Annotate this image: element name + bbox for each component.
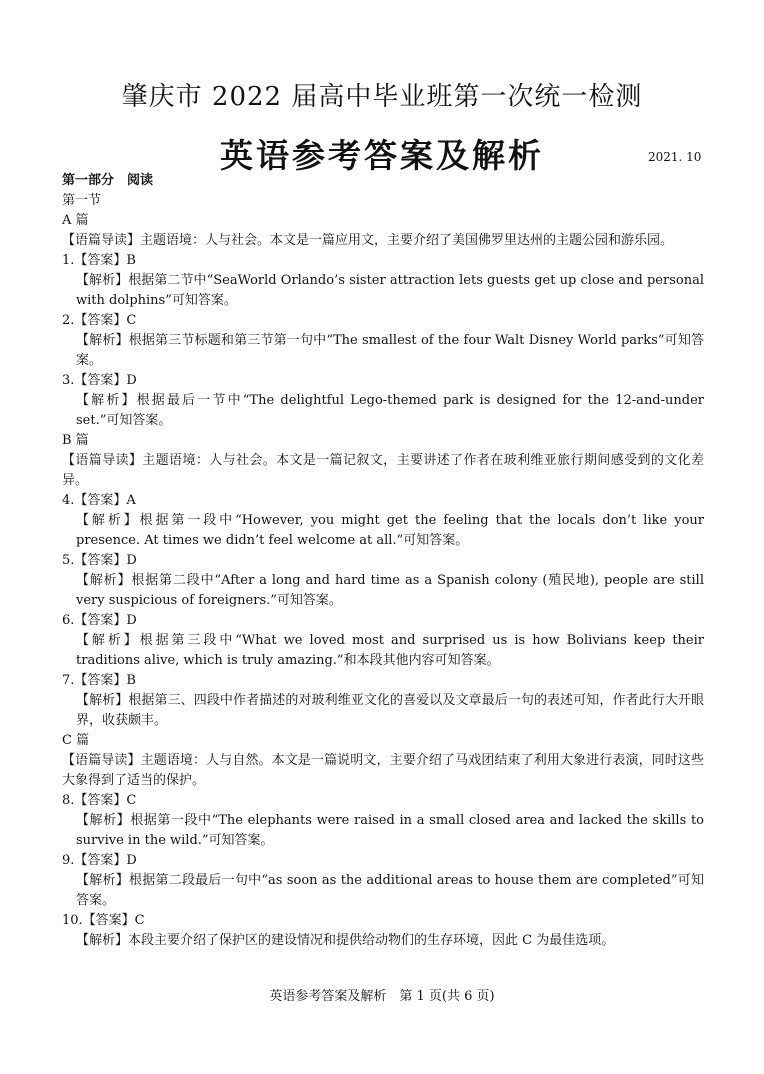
passage-b-label: B 篇	[62, 433, 89, 448]
passage-b-intro: 【语篇导读】主题语境：人与社会。本文是一篇记叙文，主要讲述了作者在玻利维亚旅行期间感受到的文化差异。	[62, 453, 704, 488]
answer-7: 7.【答案】B	[62, 673, 136, 688]
answer-6: 6.【答案】D	[62, 613, 137, 628]
answer-8: 8.【答案】C	[62, 793, 137, 808]
answer-content	[62, 171, 704, 951]
section-heading: 第一节	[62, 193, 102, 208]
passage-c-label: C 篇	[62, 733, 90, 748]
explanation-10: 【解析】本段主要介绍了保护区的建设情况和提供给动物们的生存环境，因此 C 为最佳选项。	[76, 933, 615, 948]
explanation-5: 【解析】根据第二段中“After a long and hard time as a Spanish colony (殖民地), people are still very suspicious of foreigners.”可知答案。	[76, 573, 704, 608]
document-date: 2021. 10	[648, 150, 702, 164]
explanation-1: 【解析】根据第二节中“SeaWorld Orlando’s sister attraction lets guests get up close and personal with dolphins”可知答案。	[76, 273, 704, 308]
explanation-6: 【解析】根据第三段中“What we loved most and surprised us is how Bolivians keep their traditions alive, which is truly amazing.”和本段其他内容可知答案。	[76, 633, 704, 668]
explanation-8: 【解析】根据第一段中“The elephants were raised in a small closed area and lacked the skills to survive in the wild.”可知答案。	[76, 813, 704, 848]
answer-9: 9.【答案】D	[62, 853, 137, 868]
document-title: 肇庆市 2022 届高中毕业班第一次统一检测	[121, 82, 643, 112]
explanation-7: 【解析】根据第三、四段中作者描述的对玻利维亚文化的喜爱以及文章最后一句的表述可知，作者此行大开眼界，收获颇丰。	[76, 693, 704, 728]
answer-5: 5.【答案】D	[62, 553, 137, 568]
document-subtitle: 英语参考答案及解析	[220, 136, 544, 175]
answer-1: 1.【答案】B	[62, 253, 136, 268]
passage-a-label: A 篇	[62, 213, 89, 228]
passage-a-intro: 【语篇导读】主题语境：人与社会。本文是一篇应用文，主要介绍了美国佛罗里达州的主题公园和游乐园。	[62, 233, 674, 248]
explanation-2: 【解析】根据第三节标题和第三节第一句中“The smallest of the four Walt Disney World parks”可知答案。	[76, 333, 704, 368]
explanation-9: 【解析】根据第二段最后一句中“as soon as the additional areas to house them are completed”可知答案。	[76, 873, 704, 908]
answer-2: 2.【答案】C	[62, 313, 137, 328]
explanation-3: 【解析】根据最后一节中“The delightful Lego-themed park is designed for the 12-and-under set.”可知答案。	[76, 393, 704, 428]
part-heading: 第一部分 阅读	[62, 173, 154, 188]
answer-4: 4.【答案】A	[62, 493, 136, 508]
passage-c-intro: 【语篇导读】主题语境：人与自然。本文是一篇说明文，主要介绍了马戏团结束了利用大象进行表演，同时这些大象得到了适当的保护。	[62, 753, 704, 788]
page-footer: 英语参考答案及解析 第 1 页(共 6 页)	[269, 989, 495, 1004]
explanation-4: 【解析】根据第一段中“However, you might get the feeling that the locals don’t like your presence. At times we didn’t feel welcome at all.”可知答案。	[76, 513, 704, 548]
answer-3: 3.【答案】D	[62, 373, 137, 388]
answer-10: 10.【答案】C	[62, 913, 145, 928]
